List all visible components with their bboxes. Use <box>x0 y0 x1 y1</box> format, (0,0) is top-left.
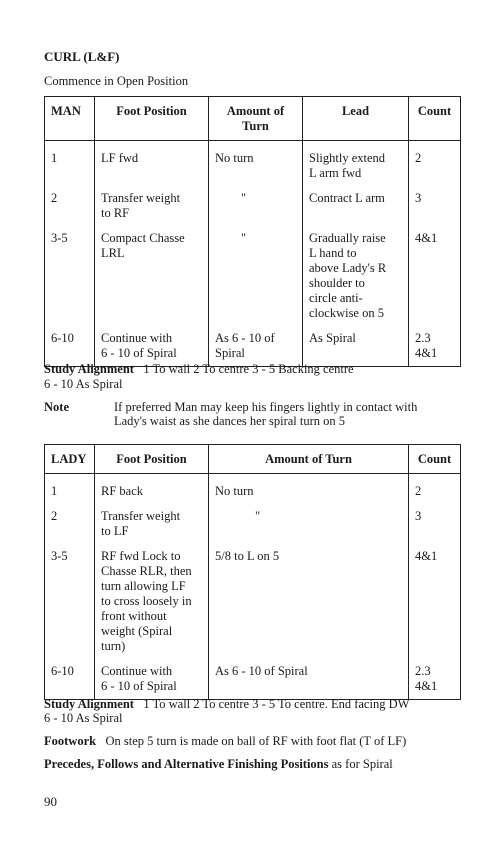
lady-steps-table <box>44 444 461 700</box>
header-count: Count <box>409 445 461 474</box>
count: 4&1 <box>409 221 461 321</box>
amount-of-turn: As 6 - 10 of Spiral <box>209 321 303 367</box>
commence-position: Commence in Open Position <box>44 74 189 88</box>
foot-position: Transfer weight to RF <box>95 181 209 221</box>
table-row <box>45 141 461 182</box>
table-header-row <box>45 445 461 474</box>
note-line2: Lady's waist as she dances her spiral turn on 5 <box>114 414 346 428</box>
header-foot-position: Foot Position <box>95 445 209 474</box>
study-alignment-label: Study Alignment <box>44 697 134 711</box>
foot-position: RF back <box>95 474 209 500</box>
count: 4&1 <box>409 539 461 654</box>
header-amount-of-turn: Amount of Turn <box>209 445 409 474</box>
amount-of-turn: As 6 - 10 of Spiral <box>209 654 409 700</box>
amount-of-turn: No turn <box>209 141 303 182</box>
foot-position: LF fwd <box>95 141 209 182</box>
amount-of-turn: 5/8 to L on 5 <box>209 539 409 654</box>
precedes-label: Precedes, Follows and Alternative Finishing Positions <box>44 757 329 771</box>
count: 2.3 4&1 <box>409 654 461 700</box>
page-number: 90 <box>44 794 57 809</box>
step-number: 6-10 <box>45 321 95 367</box>
amount-of-turn: " <box>209 499 409 539</box>
man-study-alignment <box>44 362 464 377</box>
amount-of-turn: No turn <box>209 474 409 500</box>
header-lead: Lead <box>303 97 409 141</box>
step-number: 2 <box>45 499 95 539</box>
note-label: Note <box>44 400 69 414</box>
step-number: 2 <box>45 181 95 221</box>
precedes-line <box>44 757 464 772</box>
table-row <box>45 499 461 539</box>
foot-position: Transfer weight to LF <box>95 499 209 539</box>
man-steps-table <box>44 96 461 367</box>
table-header-row <box>45 97 461 141</box>
table-row <box>45 474 461 500</box>
step-number: 6-10 <box>45 654 95 700</box>
header-man: MAN <box>45 97 95 141</box>
study-alignment-label: Study Alignment <box>44 362 134 376</box>
foot-position: RF fwd Lock to Chasse RLR, then turn allowing LF to cross loosely in front without weight (Spiral turn) <box>95 539 209 654</box>
step-number: 3-5 <box>45 221 95 321</box>
header-amount-of-turn: Amount of Turn <box>209 97 303 141</box>
count: 3 <box>409 499 461 539</box>
footwork-label: Footwork <box>44 734 97 748</box>
precedes-text: as for Spiral <box>331 757 393 771</box>
amount-of-turn: " <box>209 221 303 321</box>
study-alignment-text: 1 To wall 2 To centre 3 - 5 Backing centre <box>143 362 354 376</box>
footwork-text: On step 5 turn is made on ball of RF with foot flat (T of LF) <box>105 734 407 748</box>
header-foot-position: Foot Position <box>95 97 209 141</box>
table-row <box>45 181 461 221</box>
table-row <box>45 539 461 654</box>
count: 2 <box>409 141 461 182</box>
count: 2 <box>409 474 461 500</box>
table-row <box>45 321 461 367</box>
foot-position: Compact Chasse LRL <box>95 221 209 321</box>
lead: Contract L arm <box>303 181 409 221</box>
study-alignment-text: 1 To wall 2 To centre 3 - 5 To centre. End facing DW <box>143 697 410 711</box>
header-count: Count <box>409 97 461 141</box>
lead: Gradually raise L hand to above Lady's R shoulder to circle anti- clockwise on 5 <box>303 221 409 321</box>
table-row <box>45 221 461 321</box>
foot-position: Continue with 6 - 10 of Spiral <box>95 654 209 700</box>
count: 3 <box>409 181 461 221</box>
foot-position: Continue with 6 - 10 of Spiral <box>95 321 209 367</box>
lady-study-alignment <box>44 697 464 712</box>
note-text: If preferred Man may keep his fingers lightly in contact with <box>114 400 418 414</box>
amount-of-turn: " <box>209 181 303 221</box>
lady-study-alignment-line2: 6 - 10 As Spiral <box>44 711 123 725</box>
lead: As Spiral <box>303 321 409 367</box>
step-number: 1 <box>45 474 95 500</box>
man-study-alignment-line2: 6 - 10 As Spiral <box>44 377 123 391</box>
step-number: 1 <box>45 141 95 182</box>
note-line1 <box>44 400 464 415</box>
figure-title: CURL (L&F) <box>44 49 120 64</box>
count: 2.3 4&1 <box>409 321 461 367</box>
header-lady: LADY <box>45 445 95 474</box>
lead: Slightly extend L arm fwd <box>303 141 409 182</box>
step-number: 3-5 <box>45 539 95 654</box>
footwork-line <box>44 734 464 749</box>
table-row <box>45 654 461 700</box>
